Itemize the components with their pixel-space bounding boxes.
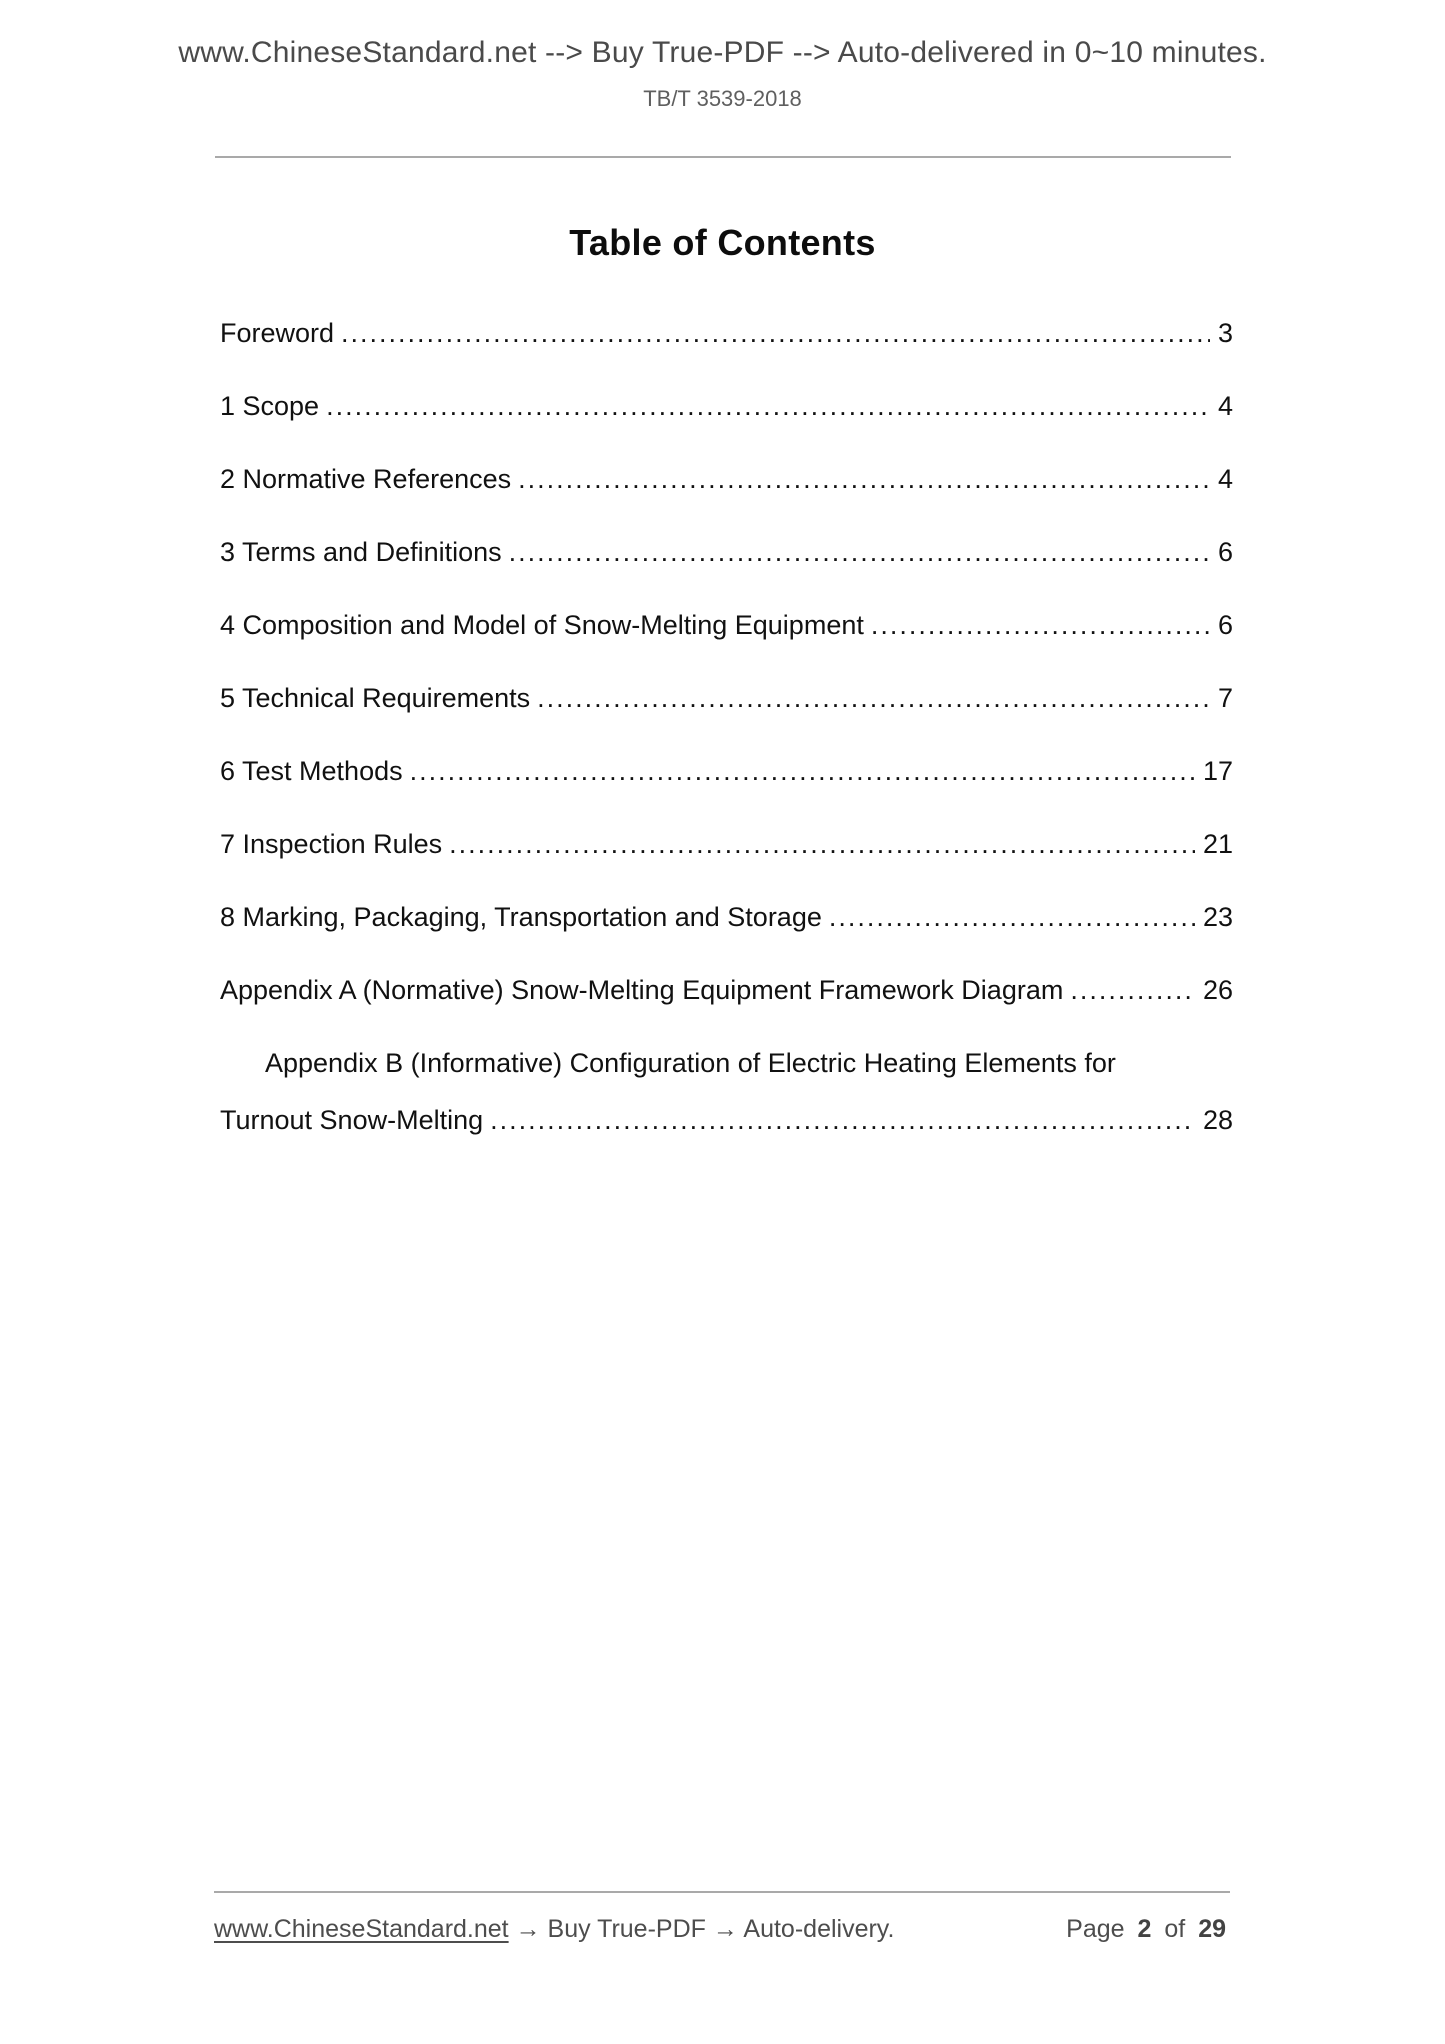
toc-entry-marking-packaging: [220, 904, 1233, 931]
footer-promo: [214, 1915, 894, 1944]
toc-entry-label: 6 Test Methods: [220, 756, 403, 786]
toc-entry-technical-requirements: [220, 685, 1233, 712]
toc-entry-appendix-a: [220, 977, 1233, 1004]
page-indicator: [1064, 1915, 1230, 1944]
standard-code: TB/T 3539-2018: [643, 86, 802, 111]
toc-entry-label: 1 Scope: [220, 391, 320, 421]
dot-leader: [518, 466, 1210, 493]
dot-leader: [341, 320, 1210, 347]
promo-banner: www.ChineseStandard.net --> Buy True-PDF --> Auto-delivered in 0~10 minutes.: [178, 36, 1267, 69]
toc-entry-page: 4: [1217, 391, 1233, 421]
toc-entry-terms-definitions: [220, 539, 1233, 566]
page-current: 2: [1137, 1915, 1152, 1943]
dot-leader: [829, 904, 1195, 931]
toc-entry-label: Appendix B (Informative) Configuration of Electric Heating Elements for: [265, 1048, 1116, 1078]
toc-entry-page: 21: [1202, 829, 1233, 859]
toc-entry-page: 26: [1202, 975, 1233, 1005]
toc-entry-scope: [220, 393, 1233, 420]
toc-entry-foreword: [220, 320, 1233, 347]
of-label: of: [1164, 1915, 1186, 1943]
toc-entry-label: Appendix A (Normative) Snow-Melting Equipment Framework Diagram: [220, 975, 1064, 1005]
toc-entry-inspection-rules: [220, 831, 1233, 858]
toc-entry-composition-model: [220, 612, 1233, 639]
dot-leader: [509, 539, 1210, 566]
toc-entry-test-methods: [220, 758, 1233, 785]
toc-entry-label: 3 Terms and Definitions: [220, 537, 502, 567]
toc-entry-label: 4 Composition and Model of Snow-Melting Equipment: [220, 610, 864, 640]
toc-list: [220, 320, 1233, 1134]
page-footer: [214, 1891, 1230, 1944]
toc-entry-page: 6: [1217, 537, 1233, 567]
toc-entry-page: 3: [1217, 318, 1233, 348]
toc-entry-label: Foreword: [220, 318, 335, 348]
toc-entry-page: 7: [1217, 683, 1233, 713]
footer-site-link[interactable]: www.ChineseStandard.net: [214, 1915, 509, 1943]
dot-leader: [871, 612, 1210, 639]
toc-entry-label: 7 Inspection Rules: [220, 829, 443, 859]
header-divider: [215, 156, 1231, 158]
footer-divider: [214, 1891, 1230, 1893]
dot-leader: [1070, 977, 1195, 1004]
toc-entry-label: 8 Marking, Packaging, Transportation and Storage: [220, 902, 822, 932]
toc-entry-appendix-b-line1: [220, 1050, 1233, 1077]
toc-entry-page: 23: [1202, 902, 1233, 932]
toc-entry-page: 6: [1217, 610, 1233, 640]
toc-entry-appendix-b-line2: [220, 1107, 1233, 1134]
toc-entry-page: 28: [1202, 1105, 1233, 1135]
toc-entry-page: 4: [1217, 464, 1233, 494]
page-total: 29: [1198, 1915, 1226, 1943]
toc-entry-label: Turnout Snow-Melting: [220, 1105, 484, 1135]
toc-title: Table of Contents: [569, 222, 876, 263]
dot-leader: [326, 393, 1210, 420]
footer-tagline: → Buy True-PDF → Auto-delivery.: [515, 1915, 895, 1943]
dot-leader: [490, 1107, 1195, 1134]
toc-entry-page: 17: [1202, 756, 1233, 786]
page-label: Page: [1066, 1915, 1125, 1943]
toc-entry-label: 5 Technical Requirements: [220, 683, 531, 713]
dot-leader: [410, 758, 1195, 785]
toc-entry-normative-references: [220, 466, 1233, 493]
dot-leader: [537, 685, 1210, 712]
dot-leader: [449, 831, 1195, 858]
toc-entry-label: 2 Normative References: [220, 464, 512, 494]
